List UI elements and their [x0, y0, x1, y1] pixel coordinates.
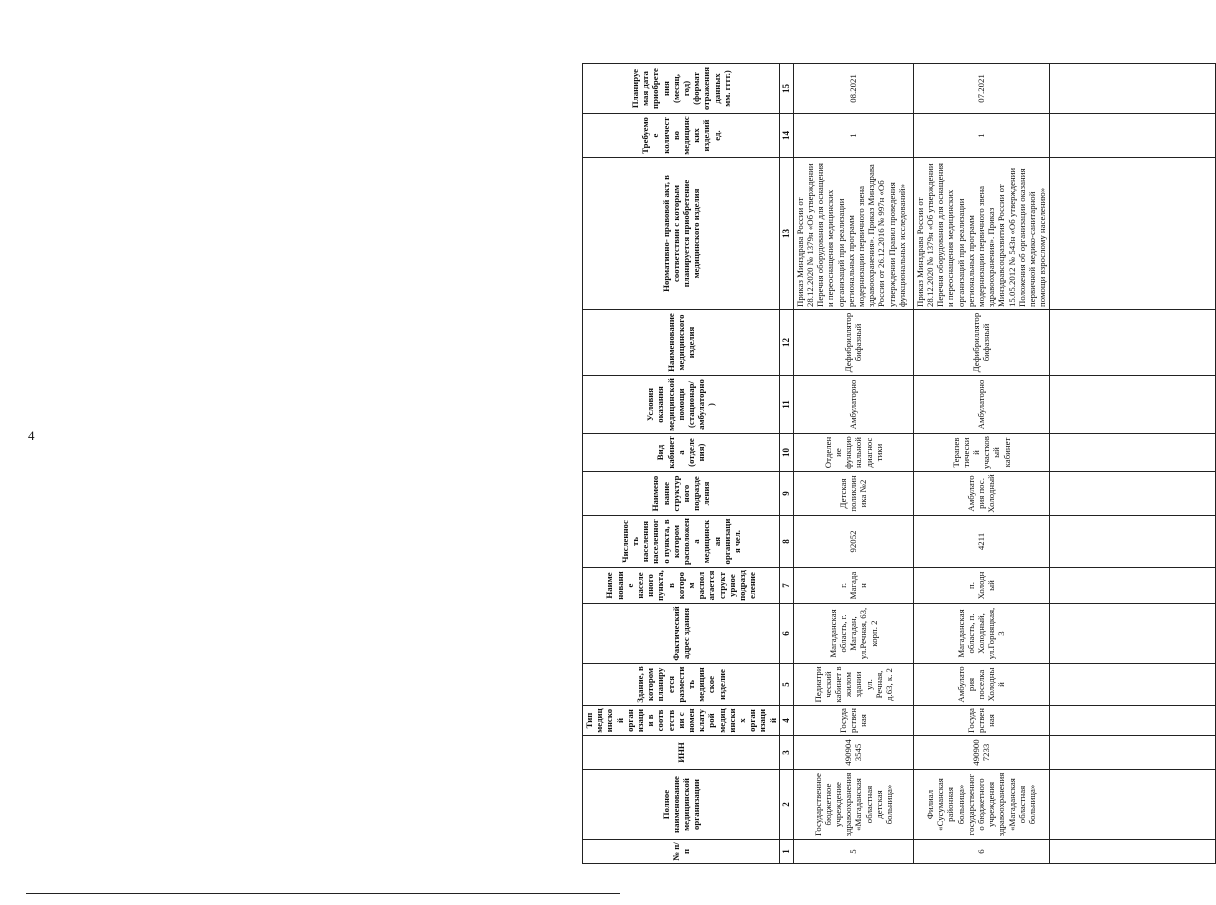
- building-cell: Амбулатория поселка Холодный: [913, 664, 1049, 706]
- empty-row: [1049, 64, 1215, 864]
- column-number: 9: [779, 472, 793, 516]
- org-type-cell: Государственная: [913, 706, 1049, 736]
- column-number: 12: [779, 310, 793, 376]
- column-number: 3: [779, 736, 793, 770]
- column-number: 11: [779, 376, 793, 434]
- medical-equipment-table: [582, 63, 1216, 864]
- population-cell: 92052: [793, 516, 913, 568]
- header-cell: Наименование структурного подразделения: [583, 472, 780, 516]
- header-cell: Требуемое количество медицинских изделий ед.: [583, 114, 780, 158]
- column-number: 1: [779, 840, 793, 864]
- inn-cell: 4909007233: [913, 736, 1049, 770]
- subdivision-cell: Детская поликлиника №2: [793, 472, 913, 516]
- header-cell: Вид кабинета (отделения): [583, 434, 780, 472]
- header-cell: № п/п: [583, 840, 780, 864]
- device-cell: Дефибриллятор бифазный: [793, 310, 913, 376]
- column-number: 8: [779, 516, 793, 568]
- bottom-rule: [26, 893, 620, 894]
- table-row: [913, 64, 1049, 864]
- header-cell: Нормативно- правовой акт, в соответствии с которым планируется приобретение медицинского изделия: [583, 158, 780, 310]
- header-cell: Условия оказания медицинской помощи (стационар/амбулаторно): [583, 376, 780, 434]
- org-name-cell: Государственное бюджетное учреждение здравоохранения «Магаданская областная детская больница»: [793, 770, 913, 840]
- column-number: 6: [779, 604, 793, 664]
- column-number: 7: [779, 568, 793, 604]
- inn-cell: 4909043545: [793, 736, 913, 770]
- cabinet-type-cell: Терапевтический участковый кабинет: [913, 434, 1049, 472]
- column-number: 14: [779, 114, 793, 158]
- table-row: [793, 64, 913, 864]
- header-cell: Численность населения населенного пункта, в котором расположена медицинская организация чел.: [583, 516, 780, 568]
- legal-act-cell: Приказ Минздрава России от 28.12.2020 № 1379н «Об утверждении Перечня оборудования для оснащения и переоснащения медицинских организаций при реализации региональных программ модернизации первичного звена здравоохранения». Приказ Минздрава России от 26.12.2016 № 997н «Об утверждении Правил проведения функциональных исследований»: [793, 158, 913, 310]
- rotated-table-container: [582, 64, 1102, 864]
- building-cell: Педиатрический кабинет в жилом здании ул. Речная, д.63, к. 2: [793, 664, 913, 706]
- device-cell: Дефибриллятор бифазный: [913, 310, 1049, 376]
- header-row: [583, 64, 780, 864]
- column-number-row: [779, 64, 793, 864]
- header-cell: Фактический адрес здания: [583, 604, 780, 664]
- settlement-cell: п. Холодный: [913, 568, 1049, 604]
- header-cell: Здание, в котором планируется разместить медицинское изделие: [583, 664, 780, 706]
- header-cell: Наименование медицинского изделия: [583, 310, 780, 376]
- quantity-cell: 1: [793, 114, 913, 158]
- column-number: 5: [779, 664, 793, 706]
- row-number: 6: [913, 840, 1049, 864]
- population-cell: 4211: [913, 516, 1049, 568]
- org-type-cell: Государственная: [793, 706, 913, 736]
- address-cell: Магаданская область, г. Магадан, ул.Речная, 63, корп. 2: [793, 604, 913, 664]
- org-name-cell: Филиал «Сусуманская районная больница» государственного бюджетного учреждения здравоохранения «Магаданская областная больница»: [913, 770, 1049, 840]
- date-cell: 08.2021: [793, 64, 913, 114]
- address-cell: Магаданская область, п. Холодный, ул.Горняцкая, 3: [913, 604, 1049, 664]
- column-number: 2: [779, 770, 793, 840]
- date-cell: 07.2021: [913, 64, 1049, 114]
- page-number: 4: [28, 428, 35, 443]
- header-cell: Тип медицинской организации в соответствии с номенклатурой медицинских организаций: [583, 706, 780, 736]
- header-cell: Наименование населенного пункта, в котором располагается структурное подразделение: [583, 568, 780, 604]
- column-number: 10: [779, 434, 793, 472]
- subdivision-cell: Амбулатория пос. Холодный: [913, 472, 1049, 516]
- quantity-cell: 1: [913, 114, 1049, 158]
- header-cell: ИНН: [583, 736, 780, 770]
- conditions-cell: Амбулаторно: [793, 376, 913, 434]
- column-number: 4: [779, 706, 793, 736]
- header-cell: Планируемая дата приобретения (месяц, год) (формат отражения данных мм. гггг.): [583, 64, 780, 114]
- header-cell: Полное наименование медицинской организации: [583, 770, 780, 840]
- cabinet-type-cell: Отделение функциональной диагностики: [793, 434, 913, 472]
- legal-act-cell: Приказ Минздрава России от 28.12.2020 № 1379н «Об утверждении Перечня оборудования для оснащения и переоснащения медицинских организаций при реализации региональных программ модернизации первичного звена здравоохранения». Приказ Минздравсоцразвития России от 15.05.2012 № 543н «Об утверждении Положения об организации оказания первичной медико-санитарной помощи взрослому населению»: [913, 158, 1049, 310]
- settlement-cell: г. Магадан: [793, 568, 913, 604]
- column-number: 15: [779, 64, 793, 114]
- row-number: 5: [793, 840, 913, 864]
- column-number: 13: [779, 158, 793, 310]
- conditions-cell: Амбулаторно: [913, 376, 1049, 434]
